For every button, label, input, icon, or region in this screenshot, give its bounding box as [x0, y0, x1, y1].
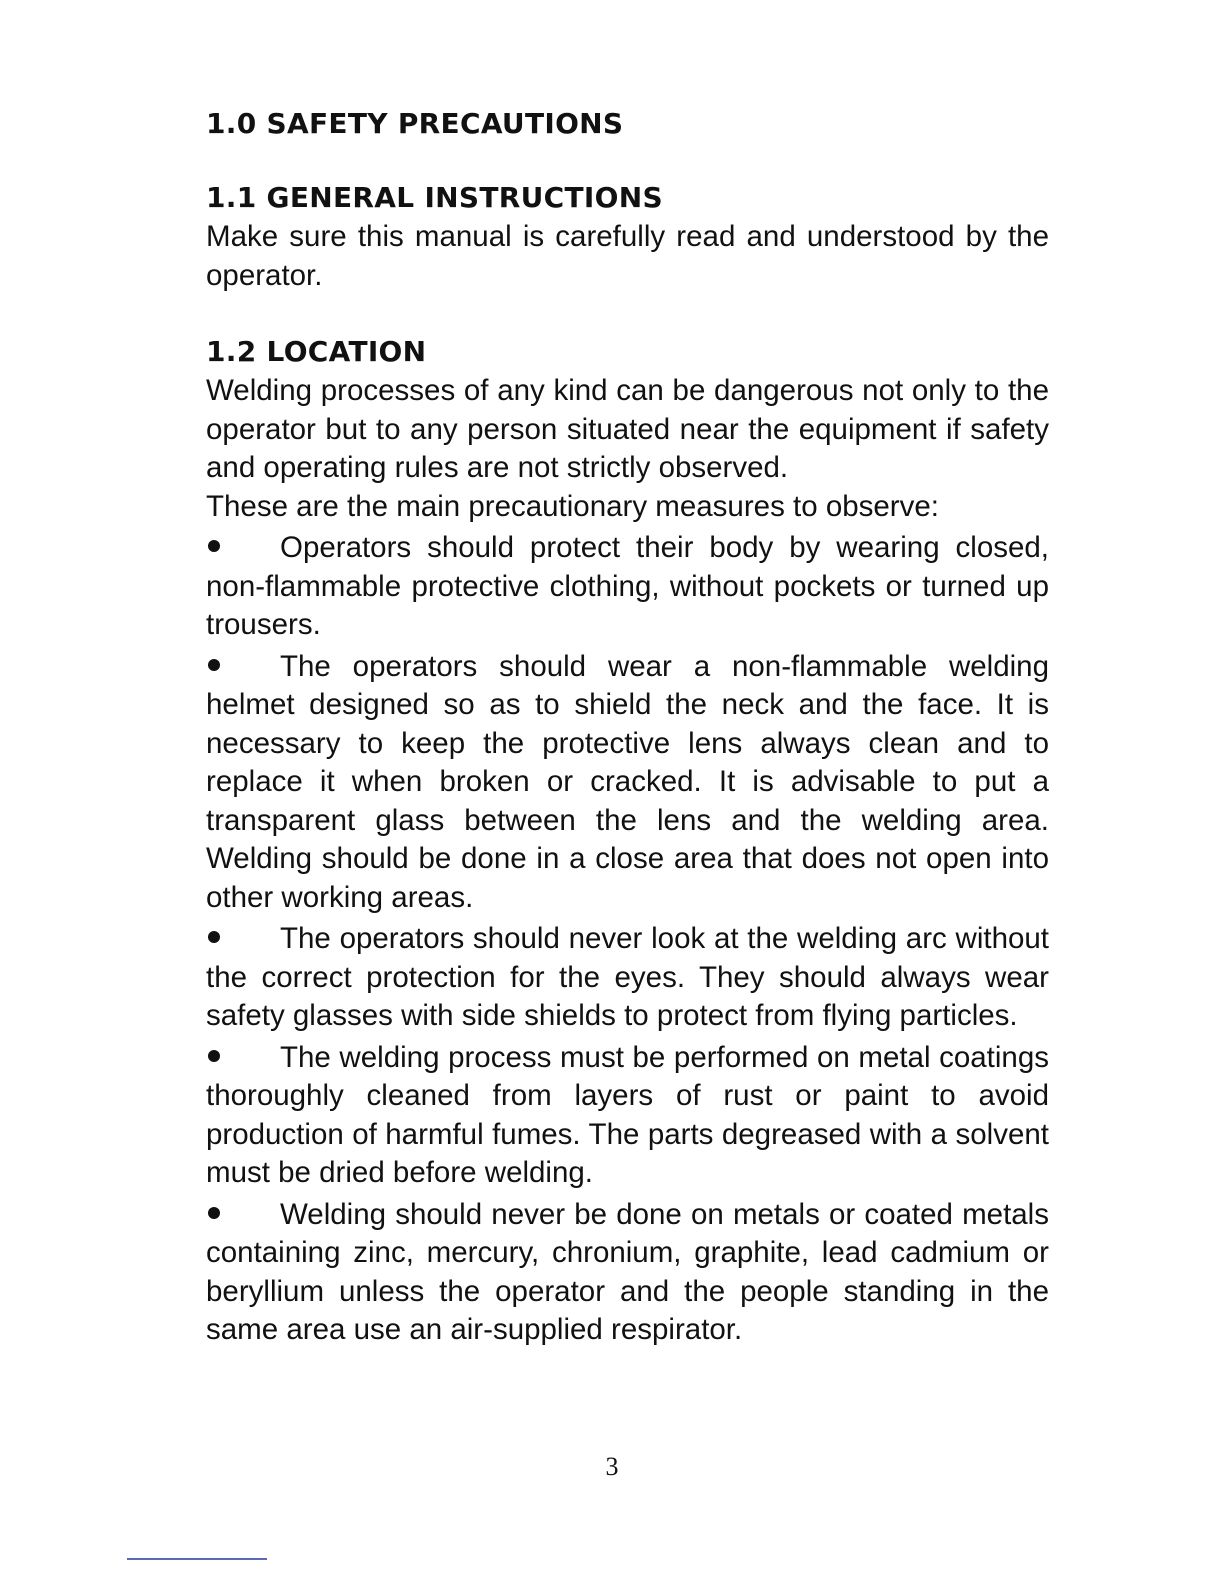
- bullet-text: The operators should wear a non-flammable welding helmet designed so as to shield the neck and the face. It is necessary to keep the protective lens always clean and to replace it when broken or cracked. It is advisable to put a transparent glass between the lens and the welding area. Welding should be done in a close area that does not open into other working areas.: [206, 649, 1049, 914]
- location-lead-text: These are the main precautionary measures to observe:: [206, 489, 939, 523]
- bullet-icon: [208, 1207, 220, 1219]
- list-item: [206, 1196, 1049, 1350]
- manual-page: [206, 100, 1049, 1350]
- bullet-icon: [208, 540, 220, 552]
- list-item: [206, 529, 1049, 645]
- bullet-text: Operators should protect their body by wearing closed, non-flammable protective clothing, without pockets or turned up trousers.: [206, 531, 1049, 641]
- bullet-icon: [208, 1050, 220, 1062]
- bottom-underline-mark: [127, 1558, 267, 1560]
- general-instructions-text: Make sure this manual is carefully read and understood by the operator.: [206, 220, 1049, 292]
- list-item: [206, 920, 1049, 1036]
- page-number: 3: [605, 1452, 619, 1481]
- bullet-text: The operators should never look at the welding arc without the correct protection for the eyes. They should always wear safety glasses with side shields to protect from flying particles.: [206, 922, 1049, 1032]
- bullet-text: The welding process must be performed on metal coatings thoroughly cleaned from layers of rust or paint to avoid production of harmful fumes. The parts degreased with a solvent must be dried before welding.: [206, 1040, 1049, 1189]
- section-heading-general-instructions: 1.1 GENERAL INSTRUCTIONS: [206, 181, 663, 214]
- location-intro-text: Welding processes of any kind can be dangerous not only to the operator but to any person situated near the equipment if safety and operating rules are not strictly observed.: [206, 374, 1049, 484]
- bullet-icon: [208, 659, 220, 671]
- section-title-safety-precautions: 1.0 SAFETY PRECAUTIONS: [206, 107, 624, 140]
- bullet-icon: [208, 931, 220, 943]
- section-heading-location: 1.2 LOCATION: [206, 335, 427, 368]
- list-item: [206, 1039, 1049, 1193]
- bullet-text: Welding should never be done on metals or coated metals containing zinc, mercury, chronium, graphite, lead cadmium or beryllium unless the operator and the people standing in the same area use an air-supplied respirator.: [206, 1197, 1049, 1346]
- list-item: [206, 648, 1049, 918]
